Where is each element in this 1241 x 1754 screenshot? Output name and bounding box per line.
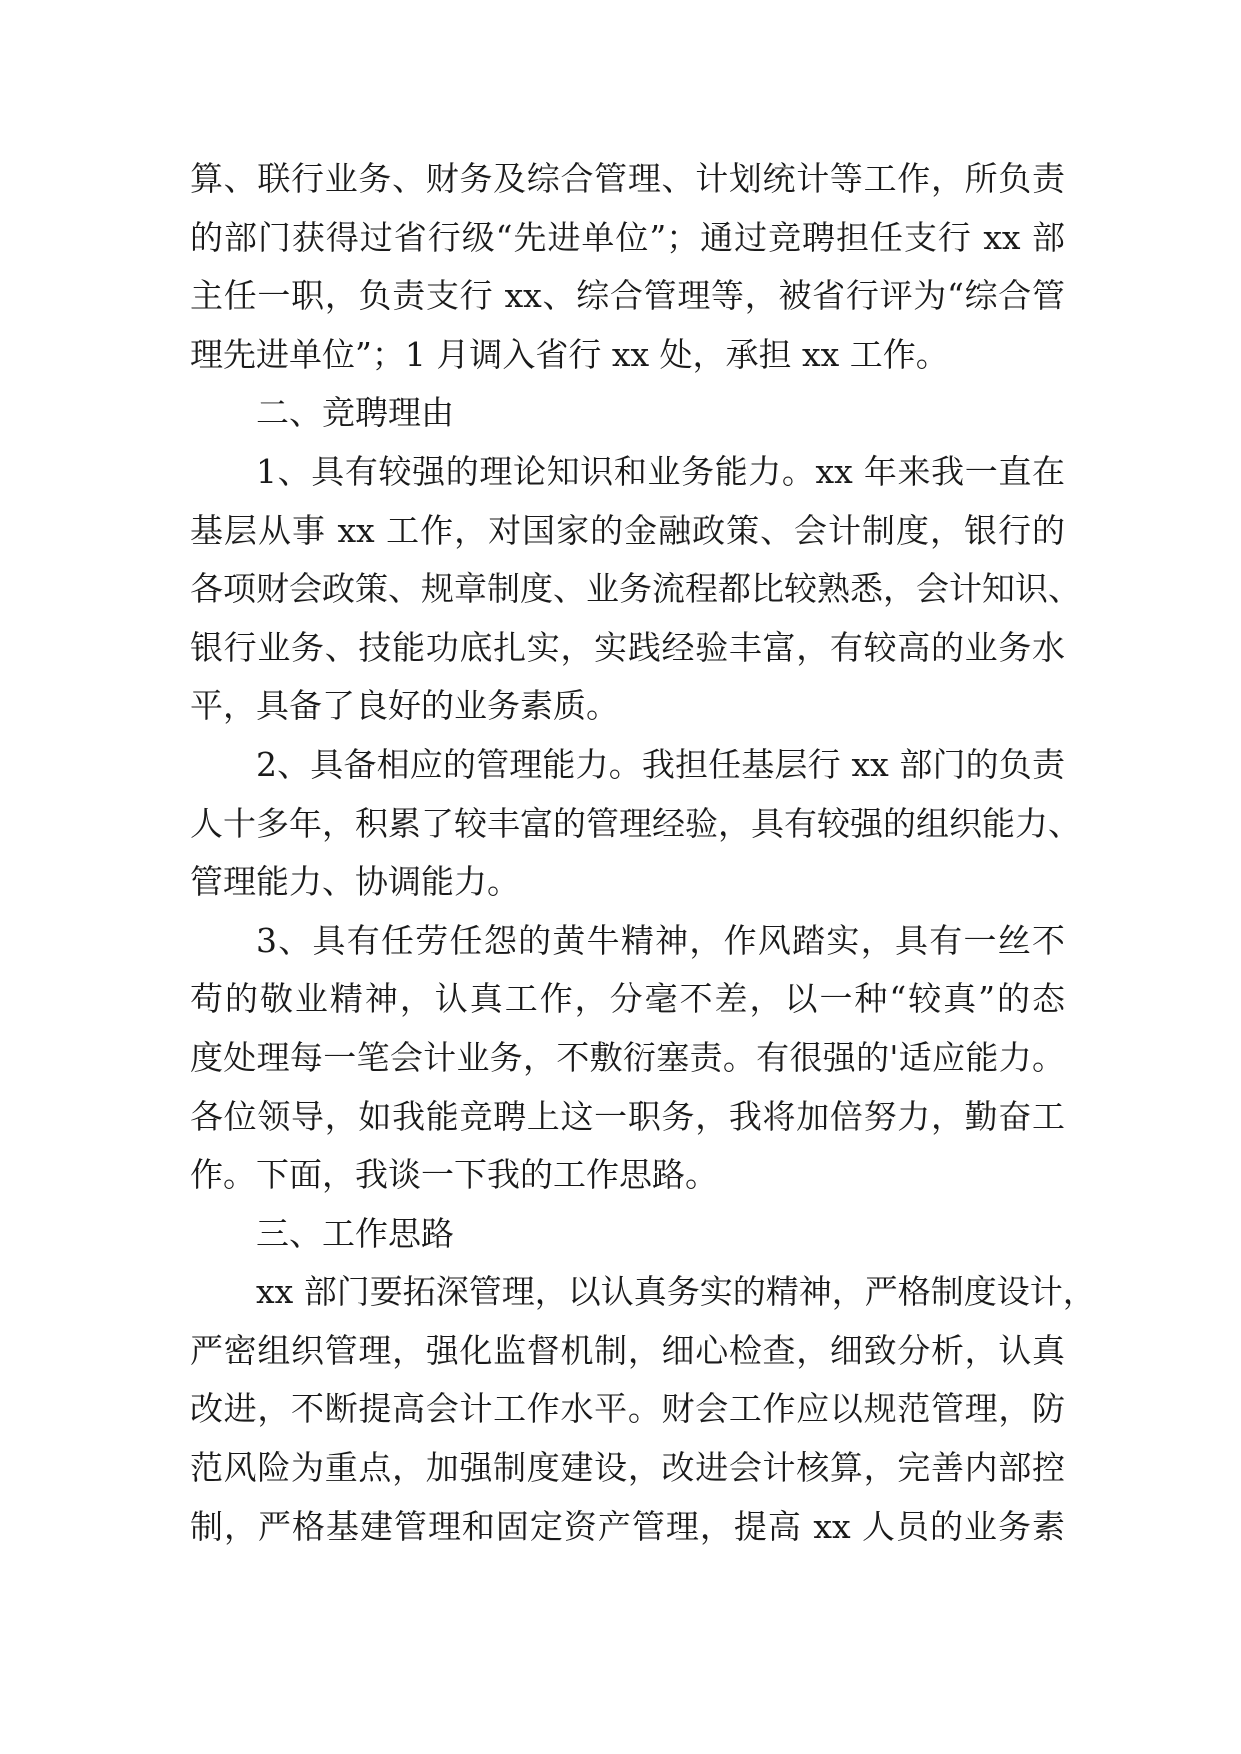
text-line: 人十多年，积累了较丰富的管理经验，具有较强的组织能力、	[190, 803, 1081, 843]
text-line: 苟的敬业精神，认真工作，分毫不差，以一种“较真”的态	[190, 979, 1065, 1019]
text-line: 范风险为重点，加强制度建设，改进会计核算，完善内部控	[190, 1448, 1065, 1488]
text-line: 基层从事 xx 工作，对国家的金融政策、会计制度，银行的	[190, 510, 1065, 550]
text-line: 制，严格基建管理和固定资产管理，提高 xx 人员的业务素	[190, 1506, 1065, 1546]
text-line: 严密组织管理，强化监督机制，细心检查，细致分析，认真	[190, 1330, 1065, 1370]
document-body	[190, 150, 1096, 1556]
text-line: 各项财会政策、规章制度、业务流程都比较熟悉，会计知识、	[190, 569, 1081, 609]
text-line: 平，具备了良好的业务素质。	[190, 686, 619, 726]
text-line: 作。下面，我谈一下我的工作思路。	[190, 1155, 718, 1195]
text-line: 银行业务、技能功底扎实，实践经验丰富，有较高的业务水	[190, 627, 1065, 667]
text-line: 度处理每一笔会计业务，不敷衍塞责。有很强的'适应能力。	[190, 1037, 1065, 1077]
text-line: 各位领导，如我能竞聘上这一职务，我将加倍努力，勤奋工	[190, 1096, 1065, 1136]
text-line: 3、具有任劳任怨的黄牛精神，作风踏实，具有一丝不	[256, 920, 1065, 960]
section-heading: 三、工作思路	[256, 1213, 454, 1253]
text-line: 改进，不断提高会计工作水平。财会工作应以规范管理，防	[190, 1389, 1065, 1429]
text-line: 的部门获得过省行级“先进单位”；通过竞聘担任支行 xx 部	[190, 217, 1065, 257]
text-line: 2、具备相应的管理能力。我担任基层行 xx 部门的负责	[256, 744, 1065, 784]
section-heading: 二、竞聘理由	[256, 393, 454, 433]
text-line: 主任一职，负责支行 xx、综合管理等，被省行评为“综合管	[190, 276, 1065, 316]
text-line: 管理能力、协调能力。	[190, 862, 520, 902]
text-line: 算、联行业务、财务及综合管理、计划统计等工作，所负责	[190, 159, 1065, 198]
text-line: 1、具有较强的理论知识和业务能力。xx 年来我一直在	[256, 451, 1065, 491]
text-line: 理先进单位”；1 月调入省行 xx 处，承担 xx 工作。	[190, 334, 949, 374]
text-line: xx 部门要拓深管理，以认真务实的精神，严格制度设计，	[256, 1272, 1096, 1312]
